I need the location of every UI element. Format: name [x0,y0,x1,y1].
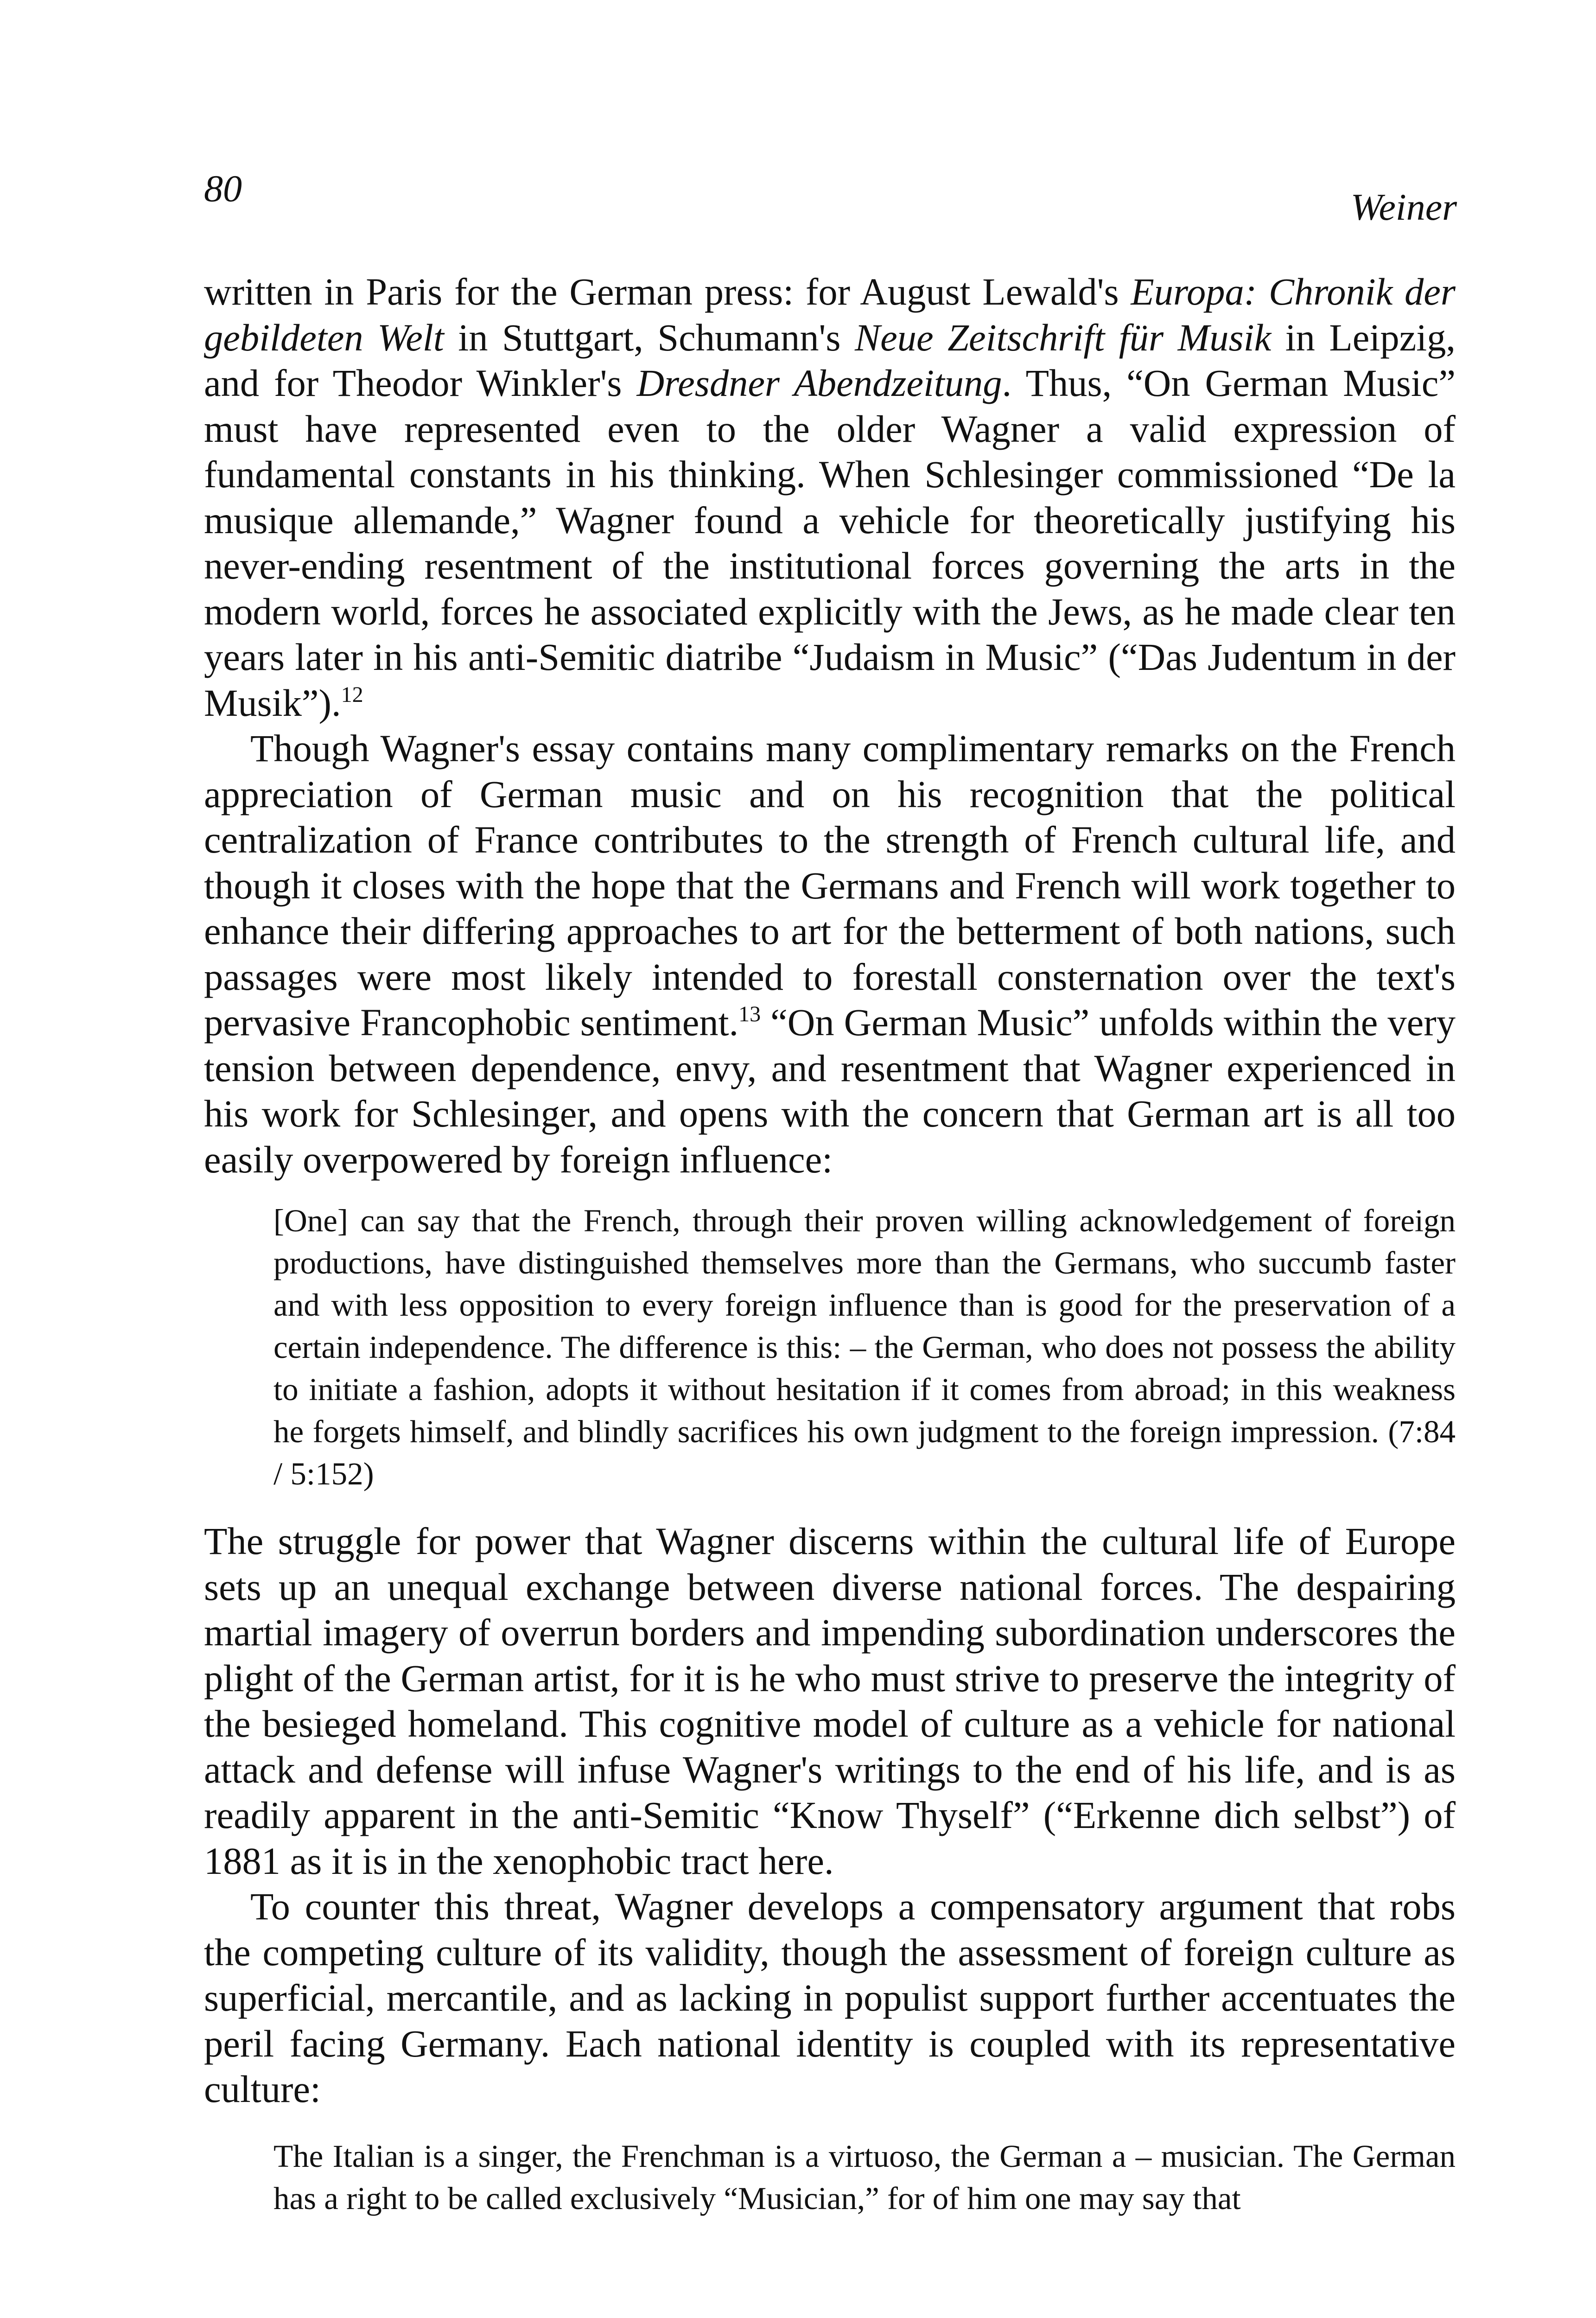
block-quote-1: [One] can say that the French, through their proven willing acknowledgement of foreign productions, have distinguished themselves more than the Germans, who succumb faster and with less opposition to every foreign influence than is good for the preservation of a certain independence. The difference is this: – the German, who does not possess the ability to initiate a fashion, adopts it without hesitation if it comes from abroad; in this weakness he forgets himself, and blindly sacrifices his own judgment to the foreign impression. (7:84 / 5:152) [273,1203,1456,1491]
page-header [204,167,1457,227]
block-quote-2: The Italian is a singer, the Frenchman is a virtuoso, the German a – musician. The German has a right to be called exclusively “Musician,” for of him one may say that [273,2138,1456,2216]
paragraph-4: To counter this threat, Wagner develops a compensatory argument that robs the competing culture of its validity, though the assessment of foreign culture as superficial, mercantile, and as lacking in populist support further accentuates the peril facing Germany. Each national identity is coupled with its representative culture: [204,1885,1456,2110]
page-number: 80 [204,167,242,210]
paragraph-1-text-c: in Leipzig, and for Theodor Winkler's [204,316,1456,404]
paragraph-1-text-b: in Stuttgart, Schumann's [444,316,855,359]
running-head: Weiner [1350,186,1457,228]
title-neue-zeitschrift: Neue Zeitschrift für Musik [855,316,1272,359]
paragraph-2 [204,726,1456,1182]
paragraph-2-text-b: “On German Music” unfolds within the very tension between dependence, envy, and resentment that Wagner experienced in his work for Schlesinger, and opens with the concern that German art is all too easily overpowered by foreign influence: [204,1001,1456,1181]
paragraph-1-text-a: written in Paris for the German press: for August Lewald's [204,270,1131,313]
paragraph-1 [204,269,1456,726]
footnote-ref-12: 12 [341,682,363,707]
paragraph-2-text-a: Though Wagner's essay contains many complimentary remarks on the French appreciation of German music and on his recognition that the political centralization of France contributes to the strength of French cultural life, and though it closes with the hope that the Germans and French will work together to enhance their differing approaches to art for the betterment of both nations, such passages were most likely intended to forestall consternation over the text's pervasive Francophobic sentiment. [204,727,1456,1044]
paragraph-1-text-d: . Thus, “On German Music” must have represented even to the older Wagner a valid expression of fundamental constants in his thinking. When Schlesinger commissioned “De la musique allemande,” Wagner found a vehicle for theoretically justifying his never-ending resentment of the institutional forces governing the arts in the modern world, forces he associated explicitly with the Jews, as he made clear ten years later in his anti-Semitic diatribe “Judaism in Music” (“Das Judentum in der Musik”). [204,362,1456,724]
title-europa: Europa: Chronik der gebildeten Welt [204,270,1456,359]
title-dresdner-abendzeitung: Dresdner Abendzeitung [636,362,1002,404]
footnote-ref-13: 13 [738,1002,761,1026]
paragraph-3: The struggle for power that Wagner discerns within the cultural life of Europe sets up an unequal exchange between diverse national forces. The despairing martial imagery of overrun borders and impending subordination underscores the plight of the German artist, for it is he who must strive to preserve the integrity of the besieged homeland. This cognitive model of culture as a vehicle for national attack and defense will infuse Wagner's writings to the end of his life, and is as readily apparent in the anti-Semitic “Know Thyself” (“Erkenne dich selbst”) of 1881 as it is in the xenophobic tract here. [204,1520,1456,1882]
body-text [204,269,1456,2220]
